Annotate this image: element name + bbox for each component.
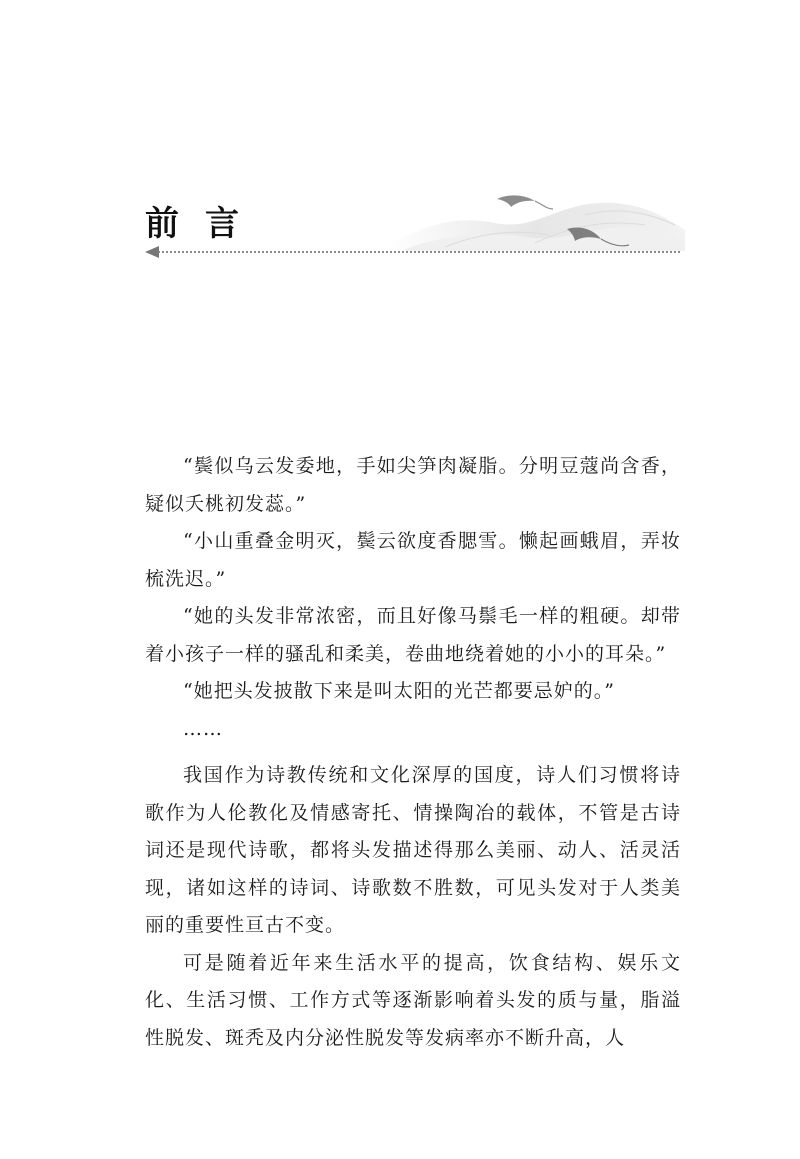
- page-title: 前言: [145, 204, 265, 244]
- paragraph-gap: [145, 748, 681, 757]
- quote-paragraph: “小山重叠金明灭，鬓云欲度香腮雪。懒起画蛾眉，弄妆梳洗迟。”: [145, 530, 681, 590]
- quote-paragraph: “她把头发披散下来是叫太阳的光芒都要忌妒的。”: [183, 680, 615, 702]
- body-paragraph: 我国作为诗教传统和文化深厚的国度，诗人们习惯将诗歌作为人伦教化及情感寄托、情操陶冶的载体，不管是古诗词还是现代诗歌，都将头发描述得那么美丽、动人、活灵活现，诸如这样的诗词、诗歌数不胜数，可见头发对于人类美丽的重要性亘古不变。: [145, 764, 681, 936]
- ellipsis-paragraph: ……: [183, 717, 223, 740]
- heading-divider: [158, 251, 680, 253]
- rule-arrow-icon: [145, 246, 159, 258]
- body-paragraph: 可是随着近年来生活水平的提高，饮食结构、娱乐文化、生活习惯、工作方式等逐渐影响着头发的质与量，脂溢性脱发、斑秃及内分泌性脱发等发病率亦不断升高，人: [145, 951, 681, 1049]
- body-text: [145, 448, 681, 1057]
- mountain-birds-icon: [385, 185, 685, 255]
- quote-paragraph: “鬓似乌云发委地，手如尖笋肉凝脂。分明豆蔻尚含香，疑似夭桃初发蕊。”: [145, 455, 681, 515]
- quote-paragraph: “她的头发非常浓密，而且好像马鬃毛一样的粗硬。却带着小孩子一样的骚乱和柔美，卷曲地绕着她的小小的耳朵。”: [145, 605, 681, 665]
